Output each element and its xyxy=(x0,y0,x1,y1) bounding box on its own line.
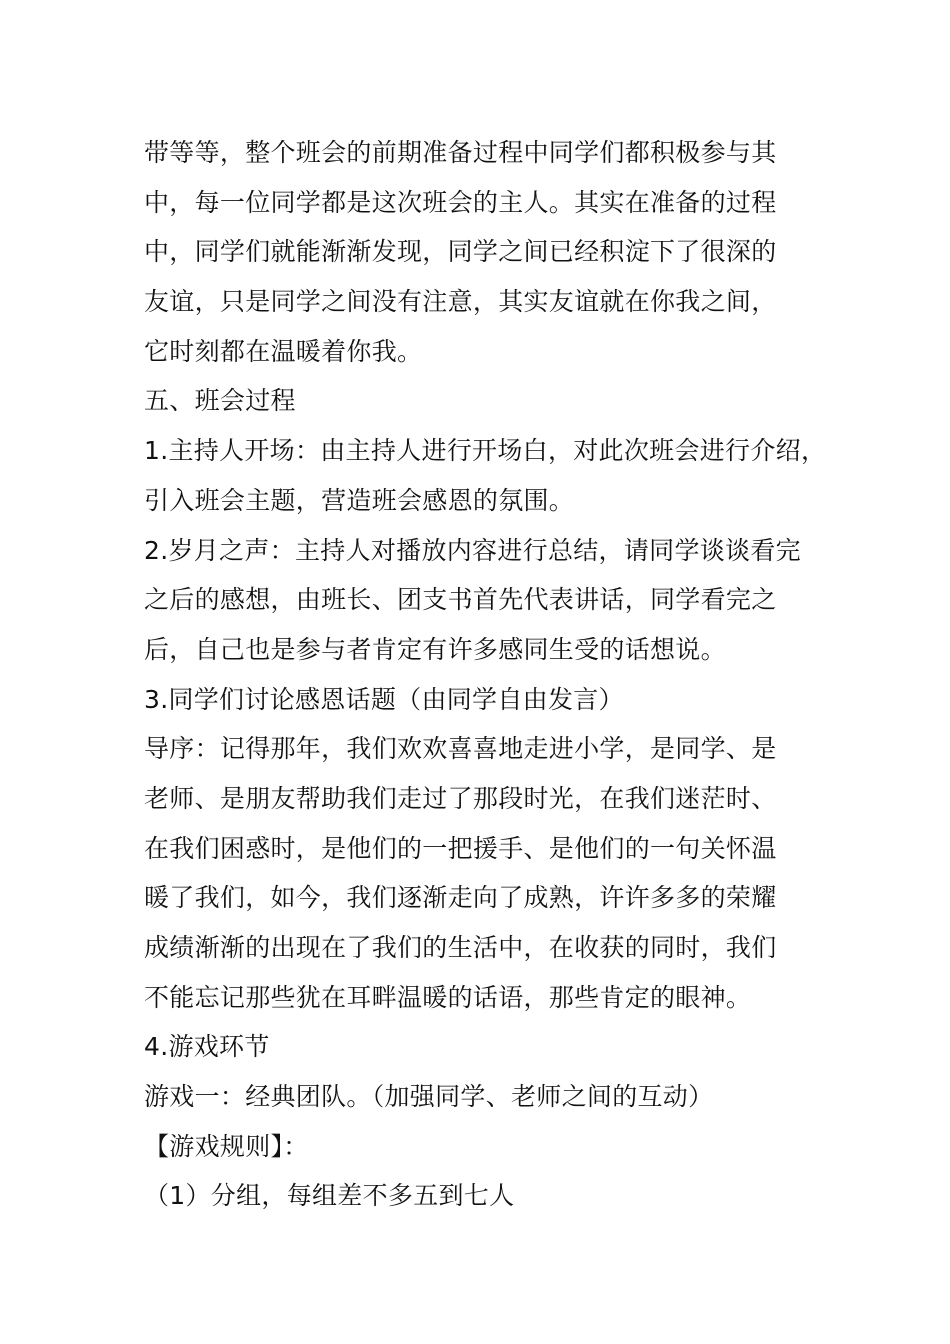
rules-heading: 【游戏规则】： xyxy=(144,1131,309,1161)
paragraph-line: 后，自己也是参与者肯定有许多感同生受的话想说。 xyxy=(144,634,726,664)
paragraph-line: 不能忘记那些犹在耳畔温暖的话语，那些肯定的眼神。 xyxy=(144,982,752,1012)
paragraph-line: 导序：记得那年，我们欢欢喜喜地走进小学，是同学、是 xyxy=(144,734,777,764)
document-body xyxy=(144,128,844,1221)
list-item: （1）分组，每组差不多五到七人 xyxy=(144,1181,515,1211)
paragraph-line: 友谊，只是同学之间没有注意，其实友谊就在你我之间， xyxy=(144,287,777,317)
section-heading: 五、班会过程 xyxy=(144,386,296,416)
paragraph-line: 中，每一位同学都是这次班会的主人。其实在准备的过程 xyxy=(144,187,777,217)
paragraph-line: 老师、是朋友帮助我们走过了那段时光，在我们迷茫时、 xyxy=(144,783,777,813)
paragraph-line: 带等等，整个班会的前期准备过程中同学们都积极参与其 xyxy=(144,138,777,167)
paragraph-line: 暖了我们，如今，我们逐渐走向了成熟，许许多多的荣耀 xyxy=(144,883,777,913)
paragraph-line: 它时刻都在温暖着你我。 xyxy=(144,336,423,366)
paragraph-line: 游戏一：经典团队。（加强同学、老师之间的互动） xyxy=(144,1082,714,1112)
paragraph-line: 中，同学们就能渐渐发现，同学之间已经积淀下了很深的 xyxy=(144,237,777,267)
paragraph-line: 成绩渐渐的出现在了我们的生活中，在收获的同时，我们 xyxy=(144,933,777,962)
list-item: 1.主持人开场：由主持人进行开场白，对此次班会进行介绍， xyxy=(144,436,827,466)
list-item: 4.游戏环节 xyxy=(144,1032,270,1062)
paragraph-line: 引入班会主题，营造班会感恩的氛围。 xyxy=(144,485,575,515)
list-item: 3.同学们讨论感恩话题（由同学自由发言） xyxy=(144,684,624,714)
list-item: 2.岁月之声：主持人对播放内容进行总结，请同学谈谈看完 xyxy=(144,535,801,565)
paragraph-line: 之后的感想，由班长、团支书首先代表讲话，同学看完之 xyxy=(144,585,777,615)
paragraph-line: 在我们困惑时，是他们的一把援手、是他们的一句关怀温 xyxy=(144,833,777,863)
